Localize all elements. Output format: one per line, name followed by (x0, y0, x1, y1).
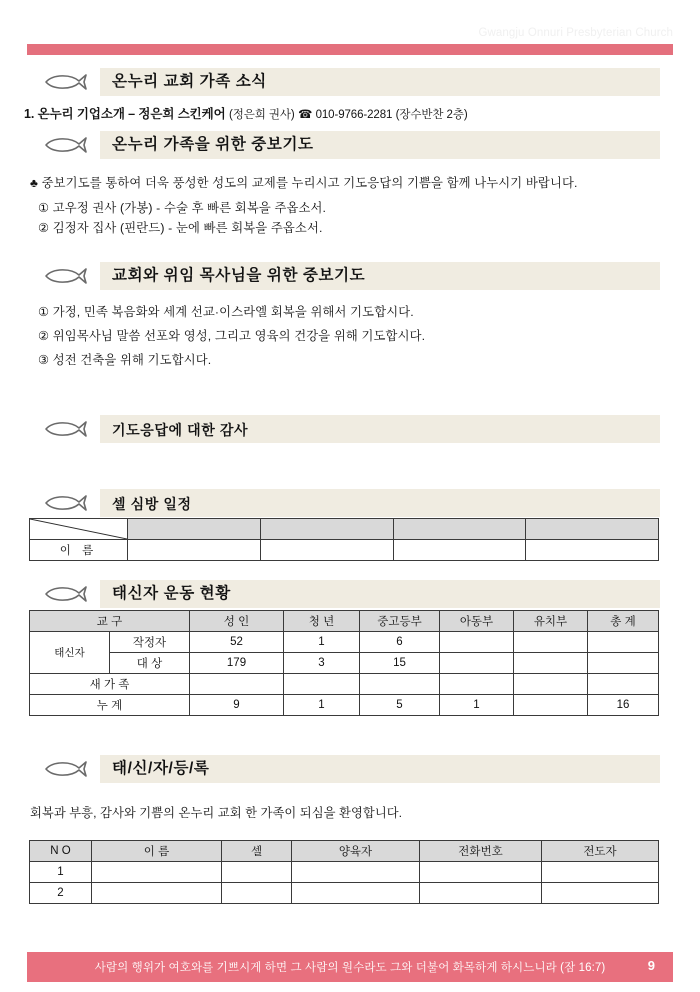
news-item-phone: 010-9766-2281 (315, 109, 393, 121)
cell-planned-children[interactable] (440, 632, 514, 653)
col-header-mentor: 양육자 (292, 841, 420, 862)
col-header-kindergarten: 유치부 (514, 611, 588, 632)
family-prayer-notice (30, 173, 578, 191)
section-title-thanks: 기도응답에 대한 감사 (112, 422, 249, 438)
row-label-cumulative: 누 계 (30, 695, 190, 716)
section-band-cell-visit (0, 489, 700, 517)
cell-newfamily-total[interactable] (588, 674, 659, 695)
col-header-cell: 셀 (222, 841, 292, 862)
cell-planned-kindergarten[interactable] (514, 632, 588, 653)
cell-planned-middlehigh[interactable]: 6 (360, 632, 440, 653)
col-header-youth: 청 년 (284, 611, 360, 632)
cell-visit-cell-4[interactable] (526, 540, 659, 561)
table-row (30, 632, 659, 653)
section-family-prayer (0, 131, 700, 159)
col-header-district: 교 구 (30, 611, 190, 632)
cell-visit-header-2[interactable] (260, 519, 393, 540)
page-footer (27, 952, 673, 982)
register-row-1-no: 1 (30, 862, 92, 883)
section-title-cell-visit: 셀 심방 일정 (112, 496, 192, 512)
cell-newfamily-kindergarten[interactable] (514, 674, 588, 695)
group-label-taesinja: 태신자 (30, 632, 110, 674)
page-number: 9 (647, 958, 655, 973)
section-thanks (0, 415, 700, 443)
col-header-name: 이 름 (92, 841, 222, 862)
page-header (0, 0, 700, 58)
section-cell-visit (0, 489, 700, 517)
news-item-detail: (정은희 권사) (228, 109, 295, 121)
fish-ichthys-icon (43, 73, 87, 91)
section-taesinja-register (0, 755, 700, 783)
diagonal-line-icon (30, 519, 127, 539)
cell-target-middlehigh[interactable]: 15 (360, 653, 440, 674)
col-header-middlehigh: 중고등부 (360, 611, 440, 632)
fish-ichthys-icon (43, 494, 87, 512)
cell-target-kindergarten[interactable] (514, 653, 588, 674)
section-title-taesinja-status: 태신자 운동 현황 (112, 585, 231, 602)
news-item-place: (장수반찬 2층) (395, 109, 468, 121)
cell-cumulative-kindergarten[interactable] (514, 695, 588, 716)
register-row-1-mentor[interactable] (292, 862, 420, 883)
cell-newfamily-children[interactable] (440, 674, 514, 695)
family-prayer-item-1: ① 고우정 권사 (가봉) - 수술 후 빠른 회복을 주옵소서. (38, 201, 327, 215)
table-row (30, 653, 659, 674)
table-row (30, 695, 659, 716)
table-row (30, 540, 659, 561)
section-title-taesinja-register: 태/신/자/등/록 (112, 760, 210, 777)
cell-visit-header-3[interactable] (393, 519, 526, 540)
section-band-family-prayer (0, 131, 700, 159)
church-name-watermark: Gwangju Onnuri Presbyterian Church (478, 27, 673, 39)
register-row-2-mentor[interactable] (292, 883, 420, 904)
cell-visit-cell-3[interactable] (393, 540, 526, 561)
cell-visit-header-1[interactable] (128, 519, 261, 540)
fish-ichthys-icon (43, 760, 87, 778)
section-title-church-prayer: 교회와 위임 목사님을 위한 중보기도 (112, 267, 366, 284)
telephone-icon: ☎ (297, 109, 313, 121)
register-row-1-cell[interactable] (222, 862, 292, 883)
fish-ichthys-icon (43, 136, 87, 154)
col-header-adult: 성 인 (190, 611, 284, 632)
cell-target-total[interactable] (588, 653, 659, 674)
cell-newfamily-youth[interactable] (284, 674, 360, 695)
section-band-taesinja-status (0, 580, 700, 608)
col-header-children: 아동부 (440, 611, 514, 632)
cell-cumulative-youth[interactable]: 1 (284, 695, 360, 716)
section-church-prayer (0, 262, 700, 290)
section-title-news: 온누리 교회 가족 소식 (112, 73, 267, 90)
cell-planned-adult[interactable]: 52 (190, 632, 284, 653)
table-row-header (30, 841, 659, 862)
taesinja-register-table (29, 840, 659, 904)
cell-visit-header-4[interactable] (526, 519, 659, 540)
table-row (30, 883, 659, 904)
row-label-newfamily: 새 가 족 (30, 674, 190, 695)
family-prayer-notice-text: 중보기도를 통하여 더욱 풍성한 성도의 교제를 누리시고 기도응답의 기쁨을 함께 나누시기 바랍니다. (41, 176, 578, 190)
cell-target-children[interactable] (440, 653, 514, 674)
church-prayer-item-3: ③ 성전 건축을 위해 기도합시다. (38, 353, 212, 367)
cell-visit-table (29, 518, 659, 561)
col-header-phone: 전화번호 (420, 841, 542, 862)
cell-newfamily-middlehigh[interactable] (360, 674, 440, 695)
cell-target-youth[interactable]: 3 (284, 653, 360, 674)
section-band-news (0, 68, 700, 96)
cell-planned-total[interactable] (588, 632, 659, 653)
register-row-2-name[interactable] (92, 883, 222, 904)
section-taesinja-status (0, 580, 700, 608)
col-header-no: N O (30, 841, 92, 862)
section-title-family-prayer: 온누리 가족을 위한 중보기도 (112, 136, 314, 153)
clover-icon: ♣ (30, 176, 39, 190)
register-row-1-name[interactable] (92, 862, 222, 883)
fish-ichthys-icon (43, 585, 87, 603)
fish-ichthys-icon (43, 267, 87, 285)
church-prayer-item-1: ① 가정, 민족 복음화와 세계 선교·이스라엘 회복을 위해서 기도합시다. (38, 305, 414, 319)
cell-visit-cell-2[interactable] (260, 540, 393, 561)
news-item-main: 온누리 기업소개 – 정은희 스킨케어 (37, 107, 226, 121)
col-header-evangelist: 전도자 (542, 841, 659, 862)
taesinja-register-welcome: 회복과 부흥, 감사와 기쁨의 온누리 교회 한 가족이 되심을 환영합니다. (30, 806, 403, 820)
cell-cumulative-middlehigh[interactable]: 5 (360, 695, 440, 716)
diagonal-corner-cell[interactable] (30, 519, 128, 540)
table-row (30, 862, 659, 883)
header-accent-rule (27, 44, 673, 55)
taesinja-status-table (29, 610, 659, 716)
section-band-church-prayer (0, 262, 700, 290)
fish-ichthys-icon (43, 420, 87, 438)
register-row-2-evangelist[interactable] (542, 883, 659, 904)
cell-newfamily-adult[interactable] (190, 674, 284, 695)
cell-visit-row-label: 이 름 (30, 540, 128, 561)
family-prayer-item-2: ② 김정자 집사 (핀란드) - 눈에 빠른 회복을 주옵소서. (38, 221, 323, 235)
news-item-number: 1. (24, 107, 35, 121)
cell-cumulative-adult[interactable]: 9 (190, 695, 284, 716)
section-news (0, 68, 700, 96)
table-row-header (30, 519, 659, 540)
register-row-1-phone[interactable] (420, 862, 542, 883)
cell-planned-youth[interactable]: 1 (284, 632, 360, 653)
footer-verse: 사람의 행위가 여호와를 기쁘시게 하면 그 사람의 원수라도 그와 더불어 화목하게 하시느니라 (잠 16:7) (94, 962, 606, 974)
register-row-2-phone[interactable] (420, 883, 542, 904)
cell-cumulative-children[interactable]: 1 (440, 695, 514, 716)
register-row-1-evangelist[interactable] (542, 862, 659, 883)
table-row (30, 674, 659, 695)
register-row-2-cell[interactable] (222, 883, 292, 904)
news-item-1 (24, 104, 468, 122)
church-prayer-item-2: ② 위임목사님 말씀 선포와 영성, 그리고 영육의 건강을 위해 기도합시다. (38, 329, 426, 343)
table-row-header (30, 611, 659, 632)
col-header-total: 총 계 (588, 611, 659, 632)
register-row-2-no: 2 (30, 883, 92, 904)
cell-visit-cell-1[interactable] (128, 540, 261, 561)
row-label-target: 대 상 (110, 653, 190, 674)
section-band-thanks (0, 415, 700, 443)
section-band-taesinja-register (0, 755, 700, 783)
cell-target-adult[interactable]: 179 (190, 653, 284, 674)
row-label-planned: 작정자 (110, 632, 190, 653)
cell-cumulative-total[interactable]: 16 (588, 695, 659, 716)
